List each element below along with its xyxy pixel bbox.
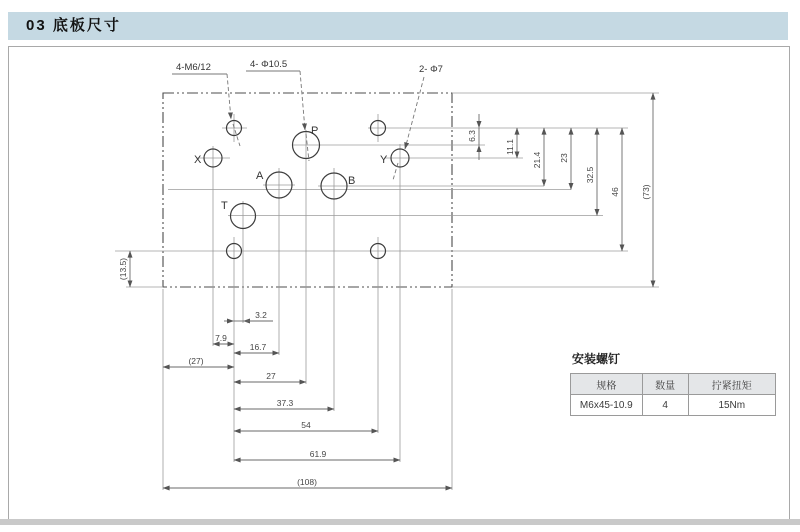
screw-table: [570, 350, 776, 416]
cell-spec: M6x45-10.9: [571, 395, 643, 416]
callout-mounting-holes: 4-M6/12: [176, 62, 211, 73]
cell-qty: 4: [642, 395, 688, 416]
label-b: B: [348, 175, 356, 187]
dim-32-5: 32.5: [585, 166, 595, 184]
dim-108-ref: (108): [297, 477, 317, 487]
dim-27-ref: (27): [188, 356, 204, 366]
dim-21-4: 21.4: [532, 151, 542, 169]
screw-table-title: 安装螺钉: [572, 352, 621, 366]
dim-73-ref: (73): [641, 184, 651, 200]
label-y: Y: [380, 154, 388, 166]
col-header-qty: 数量: [642, 374, 688, 395]
dim-37-3: 37.3: [276, 398, 294, 408]
label-x: X: [194, 154, 202, 166]
dim-46: 46: [610, 187, 620, 197]
dim-6-3: 6.3: [467, 130, 477, 142]
callout-main-ports: 4- Φ10.5: [250, 59, 288, 70]
dimension-lines: [130, 93, 653, 488]
page-footer-rule: [0, 519, 800, 525]
label-t: T: [221, 200, 228, 212]
dim-61-9: 61.9: [309, 449, 327, 459]
screw-table-data-row: [571, 395, 776, 416]
subplate-outline: [163, 93, 452, 287]
dim-13-5-ref: (13.5): [118, 257, 128, 281]
extension-lines: [115, 93, 659, 490]
col-header-spec: 规格: [571, 374, 643, 395]
col-header-torque: 拧紧扭矩: [688, 374, 775, 395]
section-title: 03 底板尺寸: [26, 17, 121, 34]
dim-27: 27: [266, 371, 276, 381]
dim-11-1: 11.1: [505, 139, 515, 155]
callout-pilot-ports: 2- Φ7: [419, 64, 443, 75]
label-a: A: [256, 170, 264, 182]
dim-16-7: 16.7: [249, 342, 267, 352]
dim-23: 23: [559, 153, 569, 163]
dim-3-2: 3.2: [255, 310, 267, 320]
screw-table-header-row: [571, 374, 776, 395]
port-labels: [194, 125, 388, 212]
dim-54: 54: [301, 420, 311, 430]
dim-7-9: 7.9: [215, 333, 227, 343]
label-p: P: [311, 125, 319, 137]
cell-torque: 15Nm: [688, 395, 775, 416]
